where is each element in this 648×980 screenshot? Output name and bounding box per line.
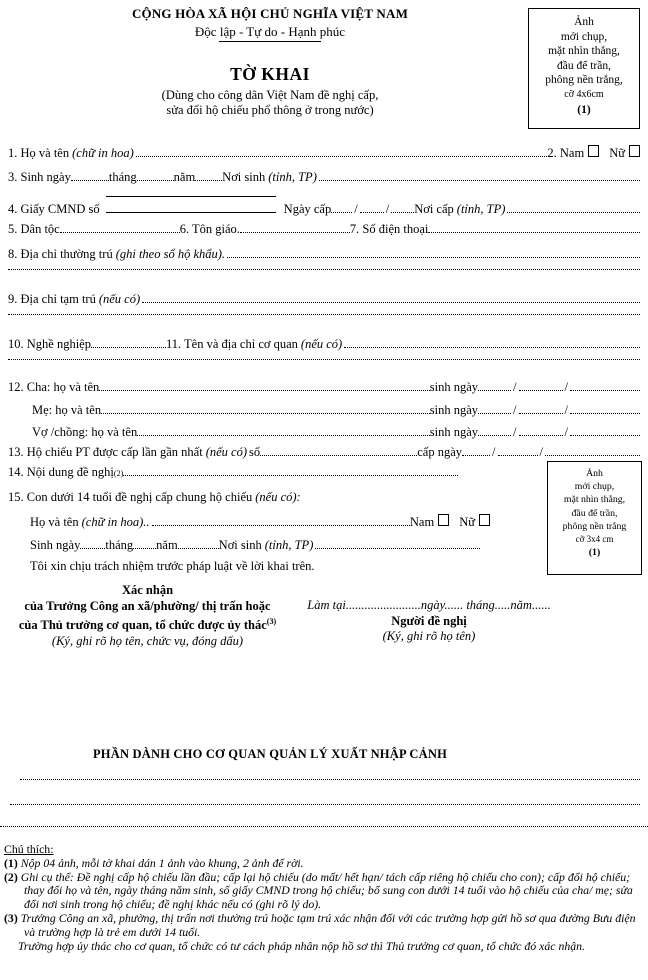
photo2-line: phông nền trắng <box>562 520 627 532</box>
religion-fill[interactable] <box>240 232 350 233</box>
child-name-label: Họ và tên <box>30 515 79 529</box>
fullname-label: 1. Họ và tên <box>8 146 70 160</box>
date-slash: / <box>385 202 390 216</box>
phone-label: 7. Số điện thoại <box>349 222 429 236</box>
month-label: tháng <box>108 170 137 184</box>
footnote-3 <box>4 912 646 940</box>
occupation-fill[interactable] <box>91 347 166 348</box>
occupation-label: 10. Nghề nghiệp <box>8 337 91 351</box>
immigration-section <box>0 747 648 827</box>
footnotes <box>4 843 646 953</box>
footnote-3-continuation: Trường hợp ủy thác cho cơ quan, tổ chức có tư cách pháp nhân nộp hồ sơ thì Thủ trưởng cơ quan, tổ chức đó xác nhận. <box>18 938 585 953</box>
footnote-1-marker: (1) <box>4 855 18 870</box>
issue-place-hint: (tỉnh, TP) <box>456 202 506 216</box>
photo1-line: phông nền trắng, <box>545 74 623 87</box>
birthplace-hint: (tỉnh, TP) <box>268 170 317 184</box>
father-birth-month-fill[interactable] <box>519 390 563 391</box>
certification-line2-text: của Thủ trưởng cơ quan, tổ chức được ủy thác <box>18 618 267 633</box>
birthplace-fill[interactable] <box>319 180 640 181</box>
immigration-fill-3[interactable] <box>0 826 648 827</box>
child-checkbox-female[interactable] <box>479 514 490 526</box>
child-birth-day-fill[interactable] <box>80 548 105 549</box>
request-content-label: 14. Nội dung đề nghị <box>8 465 114 479</box>
declaration-text: Tôi xin chịu trách nhiệm trước pháp luật về lời khai trên. <box>30 559 315 573</box>
passport-issue-year-fill[interactable] <box>545 455 640 456</box>
passport-number-fill[interactable] <box>260 455 417 456</box>
photo2-size: cỡ 3x4 cm <box>575 534 614 545</box>
spouse-birth-year-fill[interactable] <box>570 435 640 436</box>
employer-hint: (nếu có) <box>300 337 343 351</box>
photo2-line: mặt nhìn thẳng, <box>563 494 626 506</box>
permanent-address-label: 8. Địa chỉ thường trú <box>8 247 113 261</box>
issue-month-fill[interactable] <box>360 212 384 213</box>
request-content-fill[interactable] <box>123 475 458 476</box>
temporary-address-label: 9. Địa chỉ tạm trú <box>8 292 96 306</box>
row-mother <box>32 403 640 425</box>
spouse-birth-label: sinh ngày <box>429 425 479 439</box>
motto-underline <box>219 41 321 42</box>
year-label: năm <box>173 170 196 184</box>
temporary-address-hint: (nếu có) <box>98 292 141 306</box>
applicant-sign-note: (Ký, ghi rõ họ tên) <box>382 629 476 643</box>
footnote-1 <box>4 857 646 871</box>
issue-year-fill[interactable] <box>391 212 414 213</box>
children-hint: (nếu có): <box>255 490 301 504</box>
date-slash: / <box>513 380 517 394</box>
national-title: CỘNG HÒA XÃ HỘI CHỦ NGHĨA VIỆT NAM <box>131 6 409 21</box>
immigration-title: PHẦN DÀNH CHO CƠ QUAN QUẢN LÝ XUẤT NHẬP CẢNH <box>92 747 448 761</box>
permanent-address-fill-2[interactable] <box>8 269 640 270</box>
place-date-line: Làm tại........................ngày...... tháng.....năm...... <box>307 598 551 612</box>
row-father <box>8 380 640 403</box>
child-name-fill[interactable] <box>152 525 410 526</box>
father-label: 12. Cha: họ và tên <box>8 380 100 394</box>
passport-issue-day-fill[interactable] <box>462 455 490 456</box>
birth-month-fill[interactable] <box>137 180 174 181</box>
photo1-line: mặt nhìn thẳng, <box>548 45 620 58</box>
certification-line2 <box>0 614 295 634</box>
children-label: 15. Con dưới 14 tuổi đề nghị cấp chung hộ chiếu <box>8 490 253 504</box>
row-ethnic-religion-phone <box>8 222 640 247</box>
form-body <box>8 145 640 579</box>
birth-year-fill[interactable] <box>195 180 222 181</box>
id-card-label: 4. Giấy CMND số <box>8 202 100 216</box>
child-birth-year-fill[interactable] <box>178 548 219 549</box>
certification-line1: của Trưởng Công an xã/phường/ thị trấn hoặc <box>24 598 271 613</box>
child-birthplace-hint: (tỉnh, TP) <box>264 538 314 552</box>
ethnic-label: 5. Dân tộc <box>8 222 60 236</box>
footnote-2 <box>4 871 646 912</box>
footnote-1-text: Nộp 04 ảnh, mỗi tờ khai dán 1 ảnh vào khung, 2 ảnh để rời. <box>20 855 304 870</box>
checkbox-male[interactable] <box>588 145 599 157</box>
form-header <box>0 6 540 118</box>
photo1-line: đầu để trần, <box>557 59 611 72</box>
fullname-fill[interactable] <box>136 156 548 157</box>
row-child-birthdate <box>30 538 480 559</box>
immigration-fill-1[interactable] <box>20 779 640 780</box>
row-child-name <box>30 514 490 538</box>
ethnic-fill[interactable] <box>60 232 180 233</box>
id-number-field[interactable] <box>106 196 276 213</box>
previous-passport-label: 13. Hộ chiếu PT được cấp lần gần nhất <box>8 445 203 459</box>
child-birthdate-label: Sinh ngày <box>30 538 81 552</box>
footnotes-heading: Chú thích: <box>4 842 54 856</box>
checkbox-female[interactable] <box>629 145 640 157</box>
mother-birth-label: sinh ngày <box>429 403 479 417</box>
mother-birth-day-fill[interactable] <box>478 413 511 414</box>
child-year-label: năm <box>156 538 178 552</box>
gender-male-label: 2. Nam <box>547 146 585 160</box>
request-content-footnote-ref: (2) <box>113 469 124 478</box>
gender-female-label: Nữ <box>609 146 625 160</box>
row-permanent-address <box>8 247 640 269</box>
birthdate-label: 3. Sinh ngày <box>8 170 71 184</box>
date-slash: / <box>564 403 568 417</box>
photo-box-4x6 <box>528 8 640 129</box>
issue-date-label: Ngày cấp <box>283 202 332 216</box>
signature-section <box>0 583 648 649</box>
child-gender-male-label: Nam <box>409 515 435 529</box>
mother-name-fill[interactable] <box>101 413 430 414</box>
permanent-address-fill[interactable] <box>227 257 640 258</box>
child-birthplace-fill[interactable] <box>315 548 480 549</box>
form-title: TỜ KHAI <box>230 64 310 84</box>
photo1-size: cỡ 4x6cm <box>564 88 604 100</box>
father-birth-day-fill[interactable] <box>478 390 511 391</box>
previous-passport-hint: (nếu có) <box>205 445 247 459</box>
passport-issue-month-fill[interactable] <box>498 455 538 456</box>
certification-title: Xác nhận <box>121 583 174 597</box>
row-occupation <box>8 337 640 359</box>
row-previous-passport <box>8 445 640 465</box>
date-slash: / <box>513 425 517 439</box>
footnote-2-text: Ghi cụ thể: Đề nghị cấp hộ chiếu lần đầu; cấp lại hộ chiếu (do mất/ hết hạn/ tách cấp riêng hộ chiếu cho con); cấp đổi hộ chiếu; thay đổi họ và tên, ngày tháng năm sinh, số giấy CMND trong hộ chiếu; bổ sung con dưới 14 tuổi vào hộ chiếu của cha/ mẹ; sửa đổi nơi sinh trong hộ chiếu; đề nghị khác nếu có (ghi rõ lý do). <box>20 869 633 912</box>
issue-day-fill[interactable] <box>331 212 352 213</box>
birth-day-fill[interactable] <box>71 180 109 181</box>
employer-fill[interactable] <box>344 347 640 348</box>
immigration-fill-2[interactable] <box>10 804 640 805</box>
national-motto: Độc lập - Tự do - Hạnh phúc <box>194 24 346 39</box>
date-slash: / <box>492 445 496 459</box>
father-name-fill[interactable] <box>99 390 429 391</box>
photo2-footnote-ref: (1) <box>588 547 601 559</box>
footnote-3-text: Trưởng Công an xã, phường, thị trấn nơi thường trú hoặc tạm trú xác nhận đối với các trường hợp gửi hồ sơ qua đường Bưu điện và trường hợp là trẻ em dưới 14 tuổi. <box>20 910 636 939</box>
child-name-hint: (chữ in hoa).. <box>81 515 150 529</box>
child-checkbox-male[interactable] <box>438 514 449 526</box>
footnote-2-marker: (2) <box>4 869 18 884</box>
photo2-line: đầu để trần, <box>571 507 618 519</box>
row-fullname <box>8 145 640 170</box>
photo2-line: Ảnh <box>586 468 603 479</box>
row-permanent-address-2 <box>8 269 640 292</box>
child-birthplace-label: Nơi sinh <box>218 538 262 552</box>
phone-fill[interactable] <box>428 232 640 233</box>
religion-label: 6. Tôn giáo. <box>179 222 240 236</box>
mother-label: Mẹ: họ và tên <box>32 403 102 417</box>
row-birthdate <box>8 170 640 196</box>
child-gender-female-label: Nữ <box>459 515 475 529</box>
applicant-block <box>295 583 563 649</box>
mother-birth-month-fill[interactable] <box>519 413 563 414</box>
spouse-name-fill[interactable] <box>137 435 430 436</box>
row-spouse <box>32 425 640 445</box>
birthplace-label: Nơi sinh <box>222 170 266 184</box>
issue-place-fill[interactable] <box>507 212 640 213</box>
form-subtitle-line1: (Dùng cho công dân Việt Nam đề nghị cấp, <box>161 88 379 102</box>
row-children <box>8 490 640 514</box>
passport-number-label: số <box>249 445 261 459</box>
certification-footnote-ref: (3) <box>266 617 277 626</box>
passport-issue-label: cấp ngày <box>417 445 463 459</box>
photo1-line: mới chụp, <box>560 30 608 43</box>
spouse-birth-day-fill[interactable] <box>478 435 511 436</box>
permanent-address-hint: (ghi theo sổ hộ khẩu). <box>115 247 226 261</box>
row-request-content <box>8 465 458 490</box>
father-birth-label: sinh ngày <box>429 380 479 394</box>
date-slash: / <box>564 425 568 439</box>
row-temporary-address <box>8 292 640 314</box>
form-subtitle-line2: sửa đổi hộ chiếu phổ thông ở trong nước) <box>166 103 374 117</box>
row-id-card <box>8 196 640 222</box>
photo2-line: mới chụp, <box>574 481 615 493</box>
certification-block <box>0 583 295 649</box>
temporary-address-fill-2[interactable] <box>8 314 640 315</box>
photo-box-3x4 <box>547 461 642 575</box>
employer-fill-2[interactable] <box>8 359 640 360</box>
date-slash: / <box>564 380 568 394</box>
mother-birth-year-fill[interactable] <box>570 413 640 414</box>
issue-place-label: Nơi cấp <box>414 202 454 216</box>
photo1-line: Ảnh <box>574 16 594 28</box>
photo1-footnote-ref: (1) <box>577 103 591 116</box>
row-temporary-address-2 <box>8 314 640 337</box>
spouse-birth-month-fill[interactable] <box>519 435 563 436</box>
date-slash: / <box>513 403 517 417</box>
father-birth-year-fill[interactable] <box>570 390 640 391</box>
date-slash: / <box>354 202 358 216</box>
child-month-label: tháng <box>105 538 134 552</box>
child-birth-month-fill[interactable] <box>133 548 156 549</box>
spouse-label: Vợ /chồng: họ và tên <box>32 425 138 439</box>
footnote-3-marker: (3) <box>4 910 18 925</box>
fullname-hint: (chữ in hoa) <box>72 146 134 160</box>
applicant-title: Người đề nghị <box>391 613 467 628</box>
employer-label: 11. Tên và địa chỉ cơ quan <box>165 337 298 351</box>
certification-sign-note: (Ký, ghi rõ họ tên, chức vụ, đóng dấu) <box>51 633 244 648</box>
temporary-address-fill[interactable] <box>142 302 640 303</box>
row-occupation-2 <box>8 359 640 380</box>
date-slash: / <box>539 445 543 459</box>
